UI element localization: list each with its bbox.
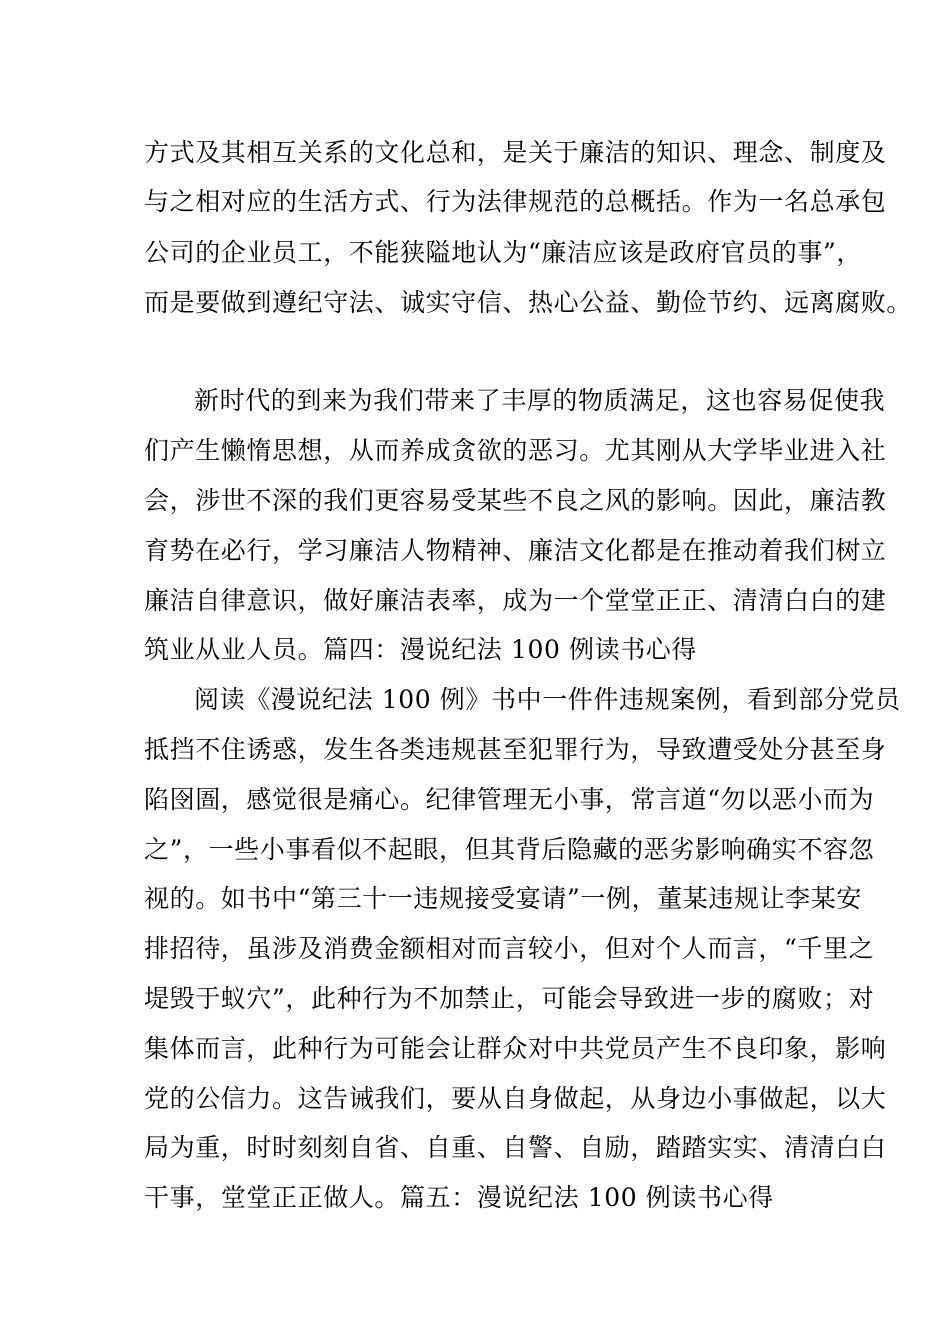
text-line: 与之相对应的生活方式、行为法律规范的总概括。作为一名总承包 bbox=[144, 187, 887, 216]
text-line: 们产生懒惰思想，从而养成贪欲的恶习。尤其刚从大学毕业进入社 bbox=[144, 436, 887, 465]
text-line: 局为重，时时刻刻自省、自重、自警、自励，踏踏实实、清清白白 bbox=[144, 1133, 887, 1162]
text-line: 堤毁于蚁穴”，此种行为不加禁止，可能会导致进一步的腐败；对 bbox=[144, 984, 875, 1013]
text-line: 筑业从业人员。篇四：漫说纪法 100 例读书心得 bbox=[144, 635, 698, 664]
text-line: 陷囹圄，感觉很是痛心。纪律管理无小事，常言道“勿以恶小而为 bbox=[144, 785, 875, 814]
text-line: 党的公信力。这告诫我们，要从自身做起，从身边小事做起，以大 bbox=[144, 1084, 887, 1113]
text-line: 会，涉世不深的我们更容易受某些不良之风的影响。因此，廉洁教 bbox=[144, 486, 887, 515]
text-line: 干事，堂堂正正做人。篇五：漫说纪法 100 例读书心得 bbox=[144, 1183, 774, 1212]
text-line: 集体而言，此种行为可能会让群众对中共党员产生不良印象，影响 bbox=[144, 1034, 887, 1063]
text-line: 公司的企业员工，不能狭隘地认为“廉洁应该是政府官员的事”， bbox=[144, 238, 862, 267]
text-line: 方式及其相互关系的文化总和，是关于廉洁的知识、理念、制度及 bbox=[144, 138, 887, 167]
text-line: 育势在必行，学习廉洁人物精神、廉洁文化都是在推动着我们树立 bbox=[144, 536, 887, 565]
text-line: 排招待，虽涉及消费金额相对而言较小，但对个人而言，“千里之 bbox=[144, 934, 875, 963]
paragraph-first-line: 新时代的到来为我们带来了丰厚的物质满足，这也容易促使我 bbox=[194, 386, 886, 415]
text-line: 之”，一些小事看似不起眼，但其背后隐藏的恶劣影响确实不容忽 bbox=[144, 835, 875, 864]
text-line: 廉洁自律意识，做好廉洁表率，成为一个堂堂正正、清清白白的建 bbox=[144, 586, 887, 615]
text-line: 而是要做到遵纪守法、诚实守信、热心公益、勤俭节约、远离腐败。 bbox=[144, 288, 913, 317]
text-line: 抵挡不住诱惑，发生各类违规甚至犯罪行为，导致遭受处分甚至身 bbox=[144, 735, 887, 764]
text-line: 视的。如书中“第三十一违规接受宴请”一例，董某违规让李某安 bbox=[144, 884, 862, 913]
paragraph-first-line: 阅读《漫说纪法 100 例》书中一件件违规案例，看到部分党员 bbox=[194, 685, 901, 714]
